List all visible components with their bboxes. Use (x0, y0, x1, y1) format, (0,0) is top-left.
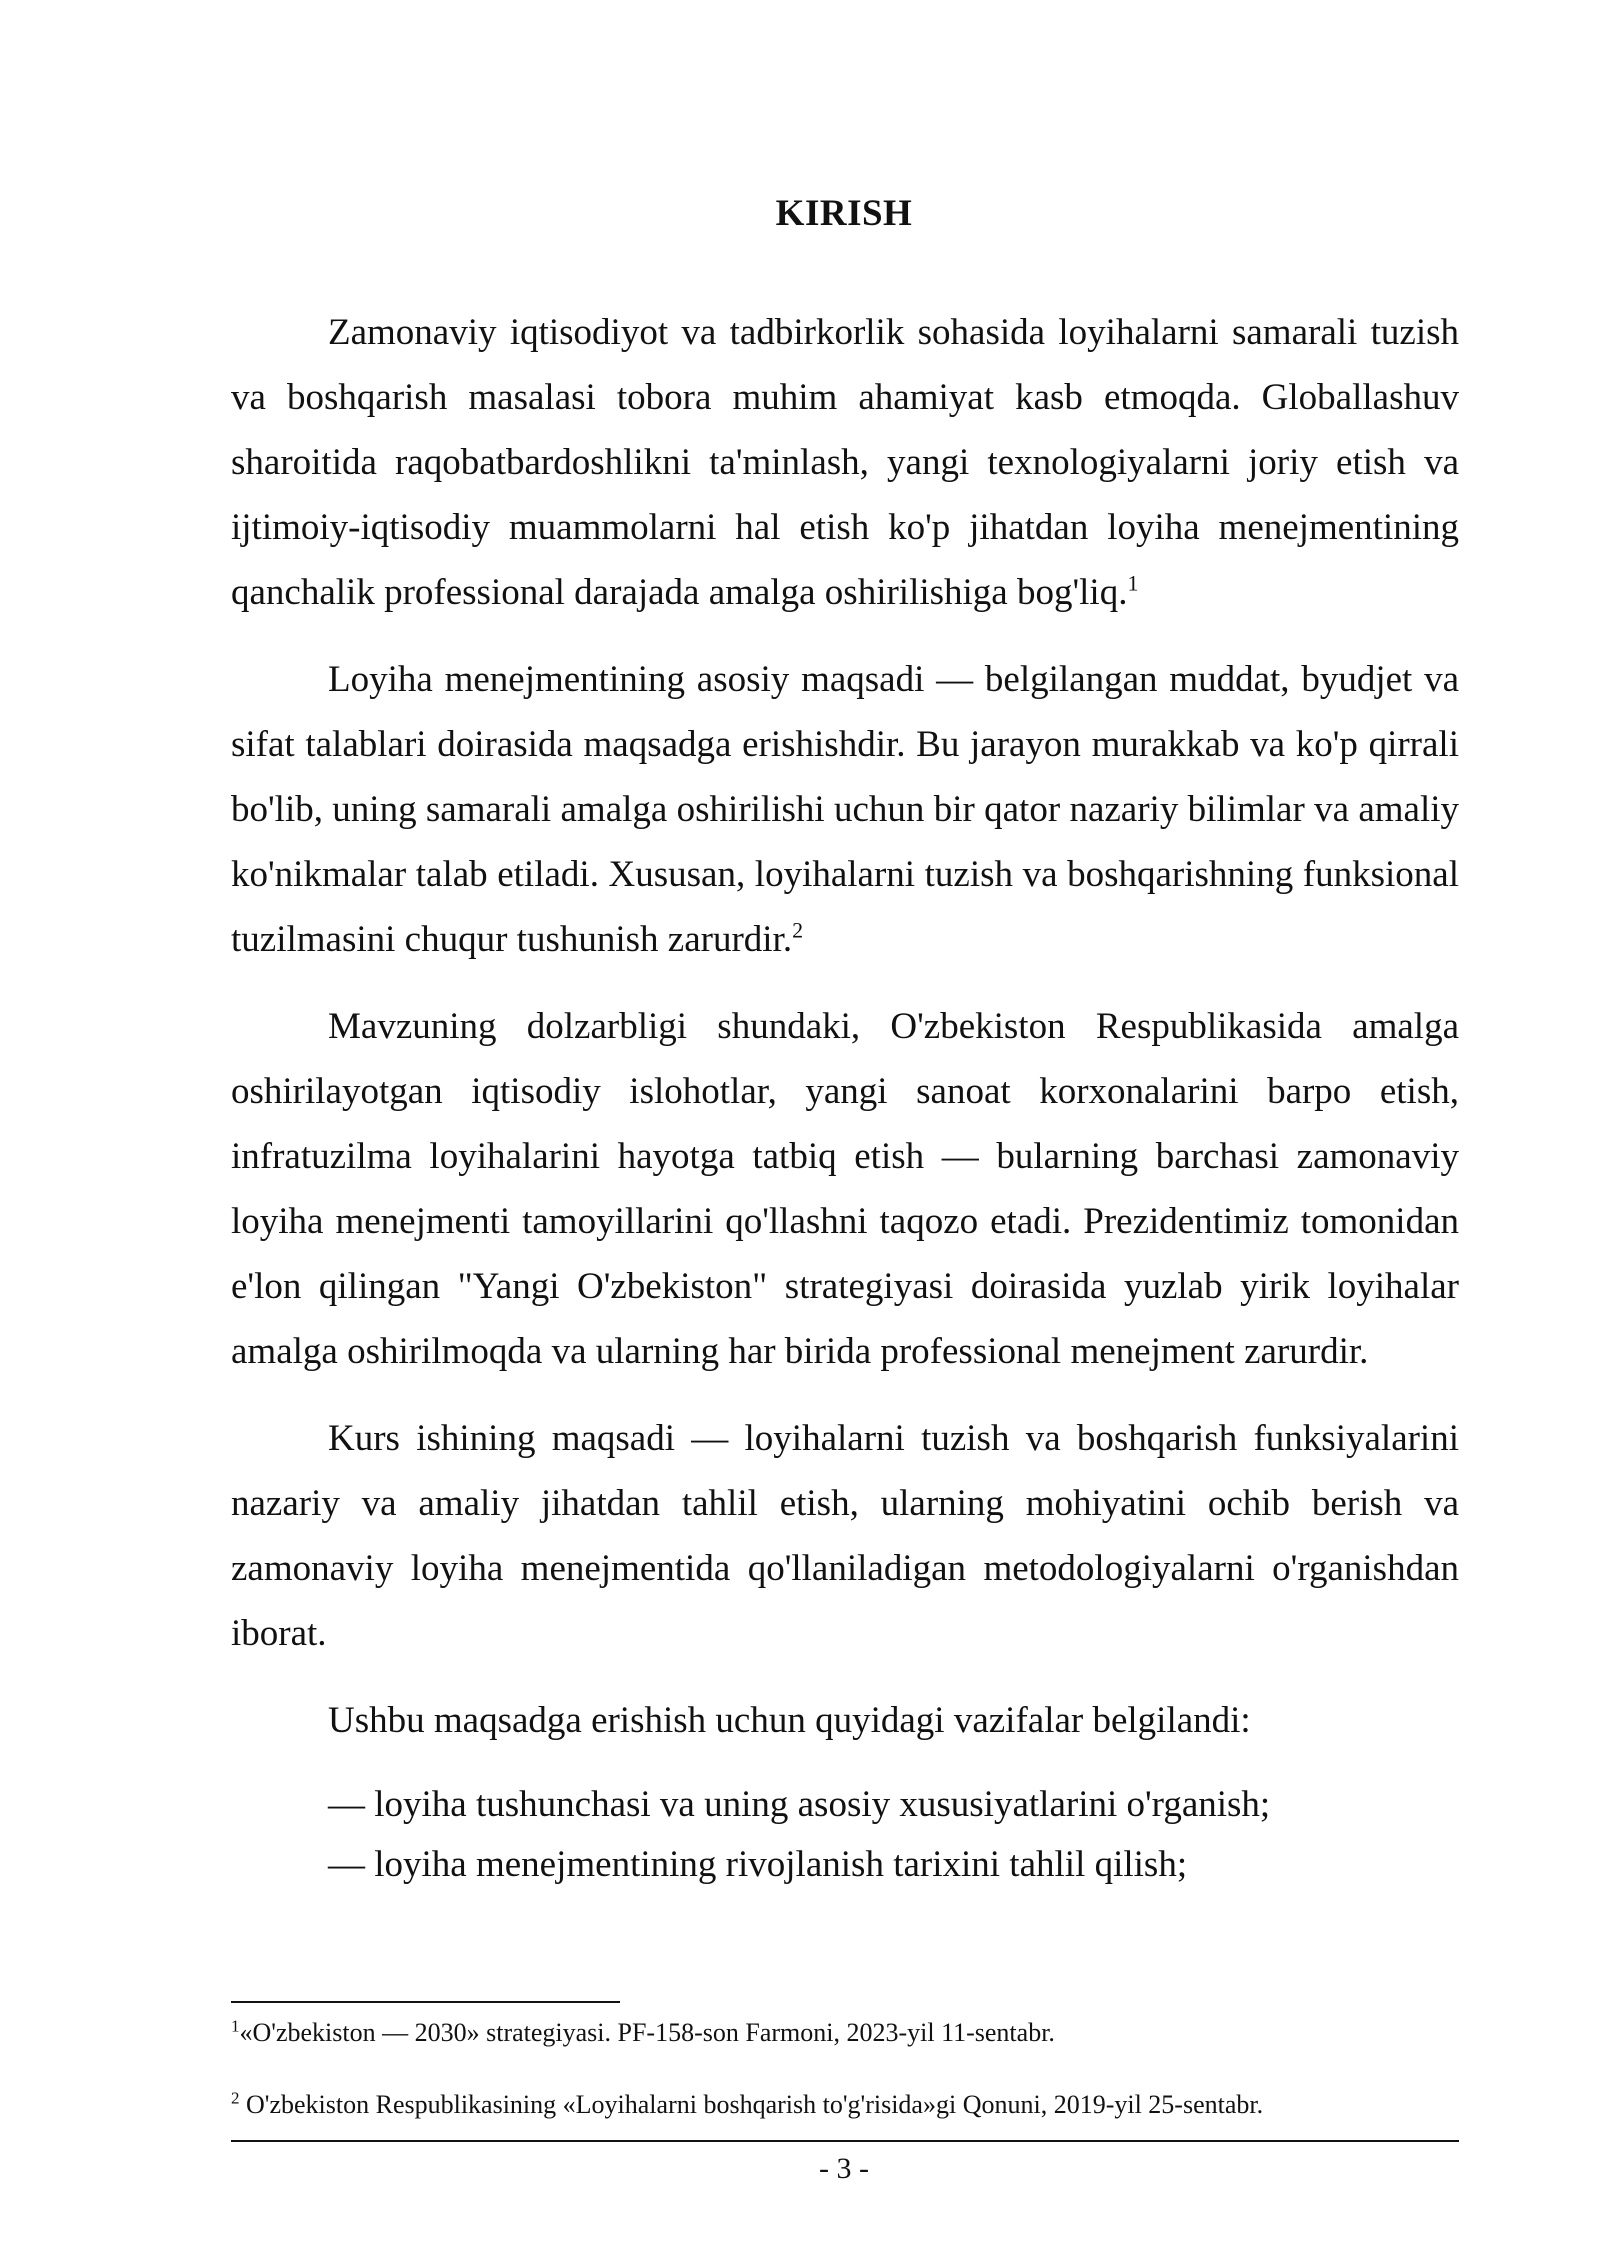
footnote-2-text: O'zbekiston Respublikasining «Loyihalarni boshqarish to'g'risida»gi Qonuni, 2019-yil 25-sentabr. (239, 2090, 1264, 2119)
list-item: — loyiha tushunchasi va uning asosiy xususiyatlarini o'rganish; (328, 1784, 1271, 1825)
footnote-2 (231, 2090, 1263, 2120)
footnote-ref-2: 2 (792, 917, 804, 943)
body-text (231, 300, 1459, 1895)
paragraph-3: Mavzuning dolzarbligi shundaki, O'zbekiston Respublikasida amalga oshirilayotgan iqtisodiy islohotlar, yangi sanoat korxonalarini barpo etish, infratuzilma loyihalarini hayotga tatbiq etish — bularning barchasi zamonaviy loyiha menejmenti tamoyillarini qo'llashni taqozo etadi. Prezidentimiz tomonidan e'lon qilingan "Yangi O'zbekiston" strategiyasi doirasida yuzlab yirik loyihalar amalga oshirilmoqda va ularning har birida professional menejment zarurdir. (231, 1006, 1459, 1372)
footnote-separator (231, 2001, 620, 2003)
page-bottom-rule (231, 2140, 1459, 2142)
paragraph-2 (231, 647, 1459, 972)
page-number: - 3 - (819, 2152, 869, 2185)
page-title: KIRISH (775, 193, 913, 234)
footnote-mark-1: 1 (231, 2016, 240, 2036)
footnote-1-text: «O'zbekiston — 2030» strategiyasi. PF-158-son Farmoni, 2023-yil 11-sentabr. (239, 2018, 1055, 2047)
paragraph-4: Kurs ishining maqsadi — loyihalarni tuzish va boshqarish funksiyalarini nazariy va amaliy jihatdan tahlil etish, ularning mohiyatini ochib berish va zamonaviy loyiha menejmentida qo'llaniladigan metodologiyalarni o'rganishdan iborat. (231, 1418, 1459, 1654)
list-item: — loyiha menejmentining rivojlanish tarixini tahlil qilish; (328, 1844, 1188, 1885)
footnote-1 (231, 2018, 1055, 2048)
paragraph-5: Ushbu maqsadga erishish uchun quyidagi vazifalar belgilandi: (328, 1700, 1251, 1741)
paragraph-1 (231, 300, 1459, 625)
task-list (231, 1775, 1459, 1895)
paragraph-1-text: Zamonaviy iqtisodiyot va tadbirkorlik sohasida loyihalarni samarali tuzish va boshqarish masalasi tobora muhim ahamiyat kasb etmoqda. Globallashuv sharoitida raqobatbardoshlikni ta'minlash, yangi texnologiyalarni joriy etish va ijtimoiy-iqtisodiy muammolarni hal etish ko'p jihatdan loyiha menejmentining qanchalik professional darajada amalga oshirilishiga bog'liq. (231, 312, 1459, 613)
footnote-mark-2: 2 (231, 2088, 240, 2108)
paragraph-2-text: Loyiha menejmentining asosiy maqsadi — belgilangan muddat, byudjet va sifat talablari doirasida maqsadga erishishdir. Bu jarayon murakkab va ko'p qirrali bo'lib, uning samarali amalga oshirilishi uchun bir qator nazariy bilimlar va amaliy ko'nikmalar talab etiladi. Xususan, loyihalarni tuzish va boshqarishning funksional tuzilmasini chuqur tushunish zarurdir. (231, 659, 1459, 960)
footnote-ref-1: 1 (1127, 570, 1139, 596)
